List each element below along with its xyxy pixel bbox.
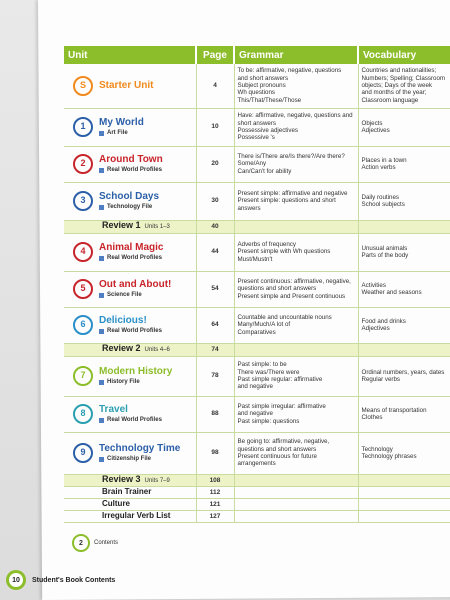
grammar-cell [234, 233, 358, 271]
grammar-line: Comparatives [237, 328, 276, 336]
grammar-line: Possessive 's [237, 134, 275, 142]
unit-number-badge: 3 [73, 191, 93, 211]
vocabulary-cell [358, 146, 450, 182]
vocabulary-line: Adjectives [361, 127, 390, 134]
grammar-line: Wh questions [237, 89, 275, 97]
vocabulary-line: Places in a town [361, 156, 407, 164]
unit-cell [64, 146, 196, 182]
grammar-cell [234, 510, 358, 522]
review-row [64, 474, 450, 486]
grammar-line: Past simple: to be [237, 361, 287, 369]
grammar-line: This/That/These/Those [237, 96, 302, 104]
vocabulary-line: Technology [361, 445, 393, 453]
unit-cell [64, 108, 196, 146]
square-bullet-icon [99, 329, 104, 334]
grammar-line: Present continuous for future [237, 453, 317, 460]
grammar-cell [234, 432, 358, 474]
unit-title: Starter Unit [99, 80, 154, 92]
vocabulary-cell [358, 356, 450, 396]
unit-title: Review 1 [102, 219, 141, 230]
unit-number-badge: S [73, 76, 93, 96]
vocabulary-cell [358, 432, 450, 474]
review-row [64, 343, 450, 356]
grammar-line: Adverbs of frequency [237, 240, 296, 248]
grammar-cell [234, 64, 358, 108]
unit-title: Technology Time [99, 442, 181, 454]
grammar-cell [234, 474, 358, 486]
unit-row [64, 396, 450, 432]
unit-title: Review 3 [102, 473, 141, 484]
grammar-line: To be: affirmative, negative, questions [237, 67, 342, 75]
grammar-line: Possessive adjectives [237, 127, 299, 134]
unit-title: Culture [102, 499, 130, 509]
vocabulary-line: Objects [361, 119, 383, 127]
grammar-line: and negative [237, 383, 273, 391]
grammar-line: There was/There were [237, 368, 300, 376]
vocabulary-line: Classroom language [361, 96, 419, 104]
grammar-line: Past simple irregular: affirmative [237, 402, 326, 410]
grammar-line: Present simple: questions and short [237, 197, 336, 205]
review-units: Units 7–9 [144, 477, 170, 484]
unit-title: Review 2 [102, 342, 141, 353]
vocabulary-line: Means of transportation [361, 406, 427, 414]
unit-cell [64, 271, 196, 307]
unit-title: Brain Trainer [102, 487, 152, 497]
grammar-cell [234, 498, 358, 510]
book-footer-label: Student's Book Contents [32, 576, 116, 584]
grammar-line: Many/Much/A lot of [237, 321, 291, 329]
page-number-cell: 64 [196, 307, 234, 343]
page-number-cell: 121 [196, 498, 234, 510]
vocabulary-line: Numbers; Spelling; Classroom [361, 74, 446, 82]
unit-number-badge: 9 [73, 443, 93, 463]
page-number-cell: 54 [196, 271, 234, 307]
vocabulary-line: objects; Days of the week [361, 82, 433, 90]
grammar-line: Can/Can't for ability [237, 167, 292, 175]
unit-row [64, 233, 450, 271]
unit-number-badge: 1 [73, 117, 93, 137]
vocabulary-line: Food and drinks [361, 317, 406, 325]
grammar-line: and short answers [237, 74, 289, 82]
header-grammar: Grammar [234, 46, 358, 64]
unit-cell [64, 64, 196, 108]
grammar-line: arrangements [237, 460, 276, 468]
grammar-line: Present simple with Wh questions [237, 248, 331, 256]
vocabulary-cell [358, 510, 450, 522]
unit-file-label: Real World Profiles [107, 327, 162, 334]
review-row [64, 220, 450, 233]
grammar-line: There is/There are/Is there?/Are there? [237, 152, 345, 160]
grammar-line: short answers [237, 119, 277, 127]
square-bullet-icon [99, 293, 104, 298]
table-header [64, 46, 450, 64]
vocabulary-line: Action verbs [361, 164, 396, 171]
square-bullet-icon [99, 131, 104, 136]
unit-cell [64, 182, 196, 220]
header-vocabulary: Vocabulary [358, 46, 450, 64]
grammar-cell [234, 307, 358, 343]
unit-title: Delicious! [99, 314, 147, 326]
header-unit: Unit [64, 46, 196, 64]
unit-title: School Days [99, 190, 160, 202]
page-number: 10 [9, 573, 23, 587]
grammar-cell [234, 486, 358, 498]
page-number-cell: 30 [196, 182, 234, 220]
vocabulary-line: Weather and seasons [361, 289, 422, 296]
unit-row [64, 271, 450, 307]
vocabulary-line: Clothes [361, 414, 383, 421]
vocabulary-line: and months of the year; [361, 89, 427, 97]
vocabulary-cell [358, 271, 450, 307]
square-bullet-icon [99, 168, 104, 173]
vocabulary-cell [358, 233, 450, 271]
unit-cell [64, 220, 196, 233]
vocabulary-cell [358, 486, 450, 498]
unit-row [64, 64, 450, 108]
square-bullet-icon [99, 256, 104, 261]
unit-title: Travel [99, 403, 128, 415]
vocabulary-cell [358, 343, 450, 356]
unit-file-label: Real World Profiles [107, 166, 162, 173]
grammar-line: Present continuous: affirmative, negative, [237, 277, 351, 285]
grammar-line: Some/Any [237, 160, 267, 168]
vocabulary-cell [358, 182, 450, 220]
contents-table [64, 46, 450, 523]
grammar-cell [234, 182, 358, 220]
contents-page-number: 2 [72, 534, 90, 552]
grammar-cell [234, 343, 358, 356]
vocabulary-line: Adjectives [361, 325, 390, 332]
grammar-cell [234, 271, 358, 307]
square-bullet-icon [99, 418, 104, 423]
grammar-line: questions and short answers [237, 445, 317, 453]
vocabulary-line: Technology phrases [361, 453, 417, 460]
unit-file-label: Technology File [107, 203, 153, 210]
unit-cell [64, 307, 196, 343]
grammar-line: Subject pronouns [237, 82, 286, 90]
square-bullet-icon [99, 380, 104, 385]
unit-cell [64, 343, 196, 356]
grammar-line: answers [237, 204, 261, 212]
unit-cell [64, 233, 196, 271]
unit-row [64, 307, 450, 343]
unit-file-label: Art File [107, 129, 128, 136]
unit-cell [64, 474, 196, 486]
page-number-cell: 88 [196, 396, 234, 432]
vocabulary-line: Countries and nationalities; [361, 67, 437, 75]
unit-cell [64, 486, 196, 498]
page-number-cell: 4 [196, 64, 234, 108]
vocabulary-cell [358, 474, 450, 486]
unit-row [64, 108, 450, 146]
contents-label: Contents [94, 540, 119, 546]
unit-row [64, 356, 450, 396]
grammar-line: Past simple regular: affirmative [237, 376, 323, 383]
vocabulary-cell [358, 498, 450, 510]
review-units: Units 1–3 [144, 223, 170, 230]
grammar-line: questions and short answers [237, 285, 317, 293]
unit-title: Around Town [99, 153, 163, 165]
unit-title: My World [99, 116, 144, 128]
unit-file-label: Real World Profiles [107, 416, 162, 423]
square-bullet-icon [99, 457, 104, 462]
vocabulary-cell [358, 396, 450, 432]
vocabulary-line: Unusual animals [361, 244, 408, 252]
vocabulary-cell [358, 307, 450, 343]
header-page: Page [196, 46, 234, 64]
unit-title: Out and About! [99, 278, 172, 290]
vocabulary-line: Activities [361, 281, 386, 289]
page-number-cell: 108 [196, 474, 234, 486]
unit-number-badge: 2 [73, 154, 93, 174]
vocabulary-cell [358, 64, 450, 108]
unit-cell [64, 396, 196, 432]
page-number-cell: 98 [196, 432, 234, 474]
vocabulary-line: Daily routines [361, 193, 399, 201]
page-number-cell: 78 [196, 356, 234, 396]
unit-cell [64, 356, 196, 396]
page-number-badge [6, 570, 26, 590]
unit-title: Irregular Verb List [102, 511, 171, 521]
page-number-cell: 74 [196, 343, 234, 356]
review-units: Units 4–6 [144, 346, 170, 353]
unit-file-label: Real World Profiles [107, 254, 162, 261]
vocabulary-cell [358, 220, 450, 233]
grammar-line: Be going to: affirmative, negative, [237, 438, 330, 446]
grammar-cell [234, 146, 358, 182]
unit-number-badge: 8 [73, 404, 93, 424]
appendix-row [64, 510, 450, 522]
grammar-cell [234, 356, 358, 396]
grammar-line: Must/Mustn't [237, 255, 273, 263]
appendix-row [64, 498, 450, 510]
unit-file-label: Citizenship File [107, 455, 152, 462]
appendix-row [64, 486, 450, 498]
unit-file-label: Science File [107, 291, 142, 298]
vocabulary-line: Parts of the body [361, 252, 409, 259]
grammar-cell [234, 396, 358, 432]
vocabulary-line: School subjects [361, 201, 405, 208]
unit-number-badge: 7 [73, 366, 93, 386]
unit-title: Animal Magic [99, 241, 164, 253]
unit-cell [64, 498, 196, 510]
grammar-cell [234, 220, 358, 233]
unit-cell [64, 432, 196, 474]
grammar-line: Have: affirmative, negative, questions and [237, 112, 353, 120]
unit-row [64, 432, 450, 474]
page-number-cell: 127 [196, 510, 234, 522]
vocabulary-line: Ordinal numbers, years, dates [361, 368, 445, 376]
page-number-cell: 112 [196, 486, 234, 498]
unit-number-badge: 6 [73, 315, 93, 335]
grammar-cell [234, 108, 358, 146]
grammar-line: Countable and uncountable nouns [237, 313, 332, 321]
grammar-line: Past simple: questions [237, 417, 300, 425]
book-footer [6, 570, 115, 590]
grammar-line: Present simple: affirmative and negative [237, 189, 348, 197]
unit-row [64, 146, 450, 182]
vocabulary-cell [358, 108, 450, 146]
contents-footer [72, 534, 118, 552]
grammar-line: Present simple and Present continuous [237, 292, 346, 300]
unit-row [64, 182, 450, 220]
square-bullet-icon [99, 205, 104, 210]
page-number-cell: 44 [196, 233, 234, 271]
unit-cell [64, 510, 196, 522]
page-number-cell: 40 [196, 220, 234, 233]
unit-title: Modern History [99, 365, 173, 377]
page-number-cell: 20 [196, 146, 234, 182]
vocabulary-line: Regular verbs [361, 376, 401, 383]
unit-number-badge: 4 [73, 242, 93, 262]
unit-file-label: History File [107, 378, 140, 385]
grammar-line: and negative [237, 410, 273, 418]
unit-number-badge: 5 [73, 279, 93, 299]
page-number-cell: 10 [196, 108, 234, 146]
